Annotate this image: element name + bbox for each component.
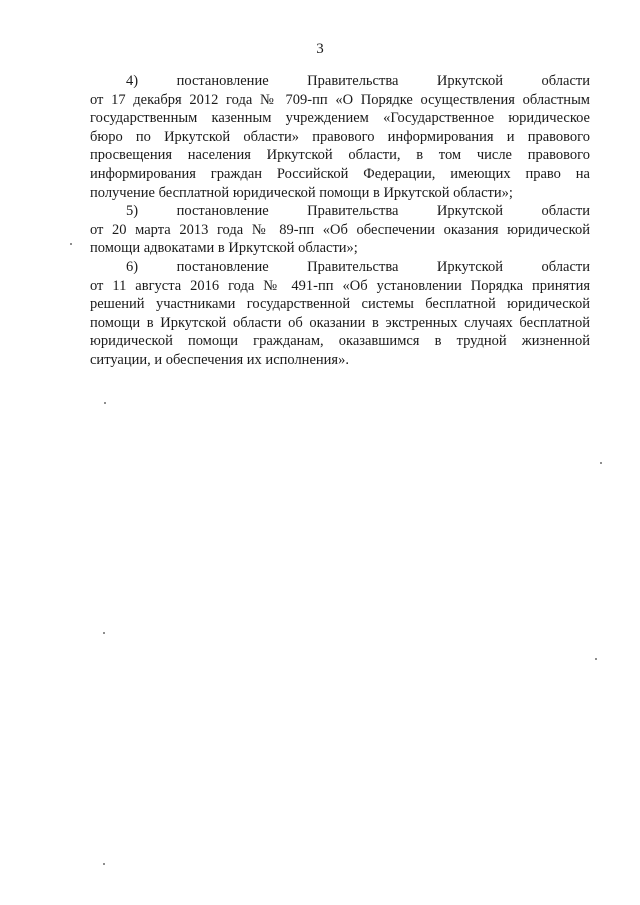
text-line: ситуации, и обеспечения их исполнения».	[90, 351, 349, 368]
text-line: информирования граждан Российской Федерации, имеющих право на	[90, 165, 590, 182]
list-item	[90, 72, 590, 202]
item-word: Правительства	[307, 203, 399, 220]
text-line: государственным казенным учреждением «Государственное юридическое	[90, 110, 590, 127]
item-word: постановление	[176, 203, 269, 220]
item-first-line	[90, 202, 590, 221]
item-first-line	[90, 72, 590, 91]
text-line: бюро по Иркутской области» правового информирования и правового	[90, 128, 590, 145]
text-line: просвещения населения Иркутской области, в том числе правового	[90, 147, 590, 164]
item-word: Иркутской	[436, 73, 503, 89]
item-word: области	[541, 73, 590, 89]
item-word: Правительства	[307, 73, 399, 89]
item-word: постановление	[176, 258, 269, 275]
item-word: Иркутской	[436, 203, 503, 220]
item-word: постановление	[176, 73, 269, 89]
list-item	[90, 258, 590, 370]
scan-speck	[600, 462, 602, 464]
item-word: Иркутской	[436, 258, 503, 275]
item-word: области	[541, 258, 590, 275]
list-item	[90, 202, 590, 258]
scan-speck	[103, 632, 105, 634]
item-word: области	[541, 203, 590, 220]
scan-speck	[595, 658, 597, 660]
text-line: юридической помощи гражданам, оказавшимся в трудной жизненной	[90, 333, 590, 350]
text-line: решений участниками государственной системы бесплатной юридической	[90, 296, 590, 313]
text-line: от 20 марта 2013 года № 89-пп «Об обеспечении оказания юридической	[90, 221, 590, 238]
item-word: Правительства	[307, 258, 399, 275]
page-number: 3	[316, 41, 324, 57]
item-first-line	[90, 258, 590, 277]
text-line: помощи адвокатами в Иркутской области»;	[90, 240, 358, 257]
scan-speck	[70, 243, 72, 245]
text-line: получение бесплатной юридической помощи в Иркутской области»;	[90, 184, 513, 201]
item-number: 4)	[126, 73, 139, 89]
scan-speck	[103, 863, 105, 865]
item-number: 5)	[126, 203, 139, 220]
text-line: от 17 декабря 2012 года № 709-пп «О Порядке осуществления областным	[90, 91, 590, 108]
scan-speck	[104, 402, 106, 404]
item-number: 6)	[126, 258, 139, 275]
document-body	[90, 72, 590, 370]
text-line: помощи в Иркутской области об оказании в экстренных случаях бесплатной	[90, 314, 590, 331]
text-line: от 11 августа 2016 года № 491-пп «Об установлении Порядка принятия	[90, 277, 590, 294]
